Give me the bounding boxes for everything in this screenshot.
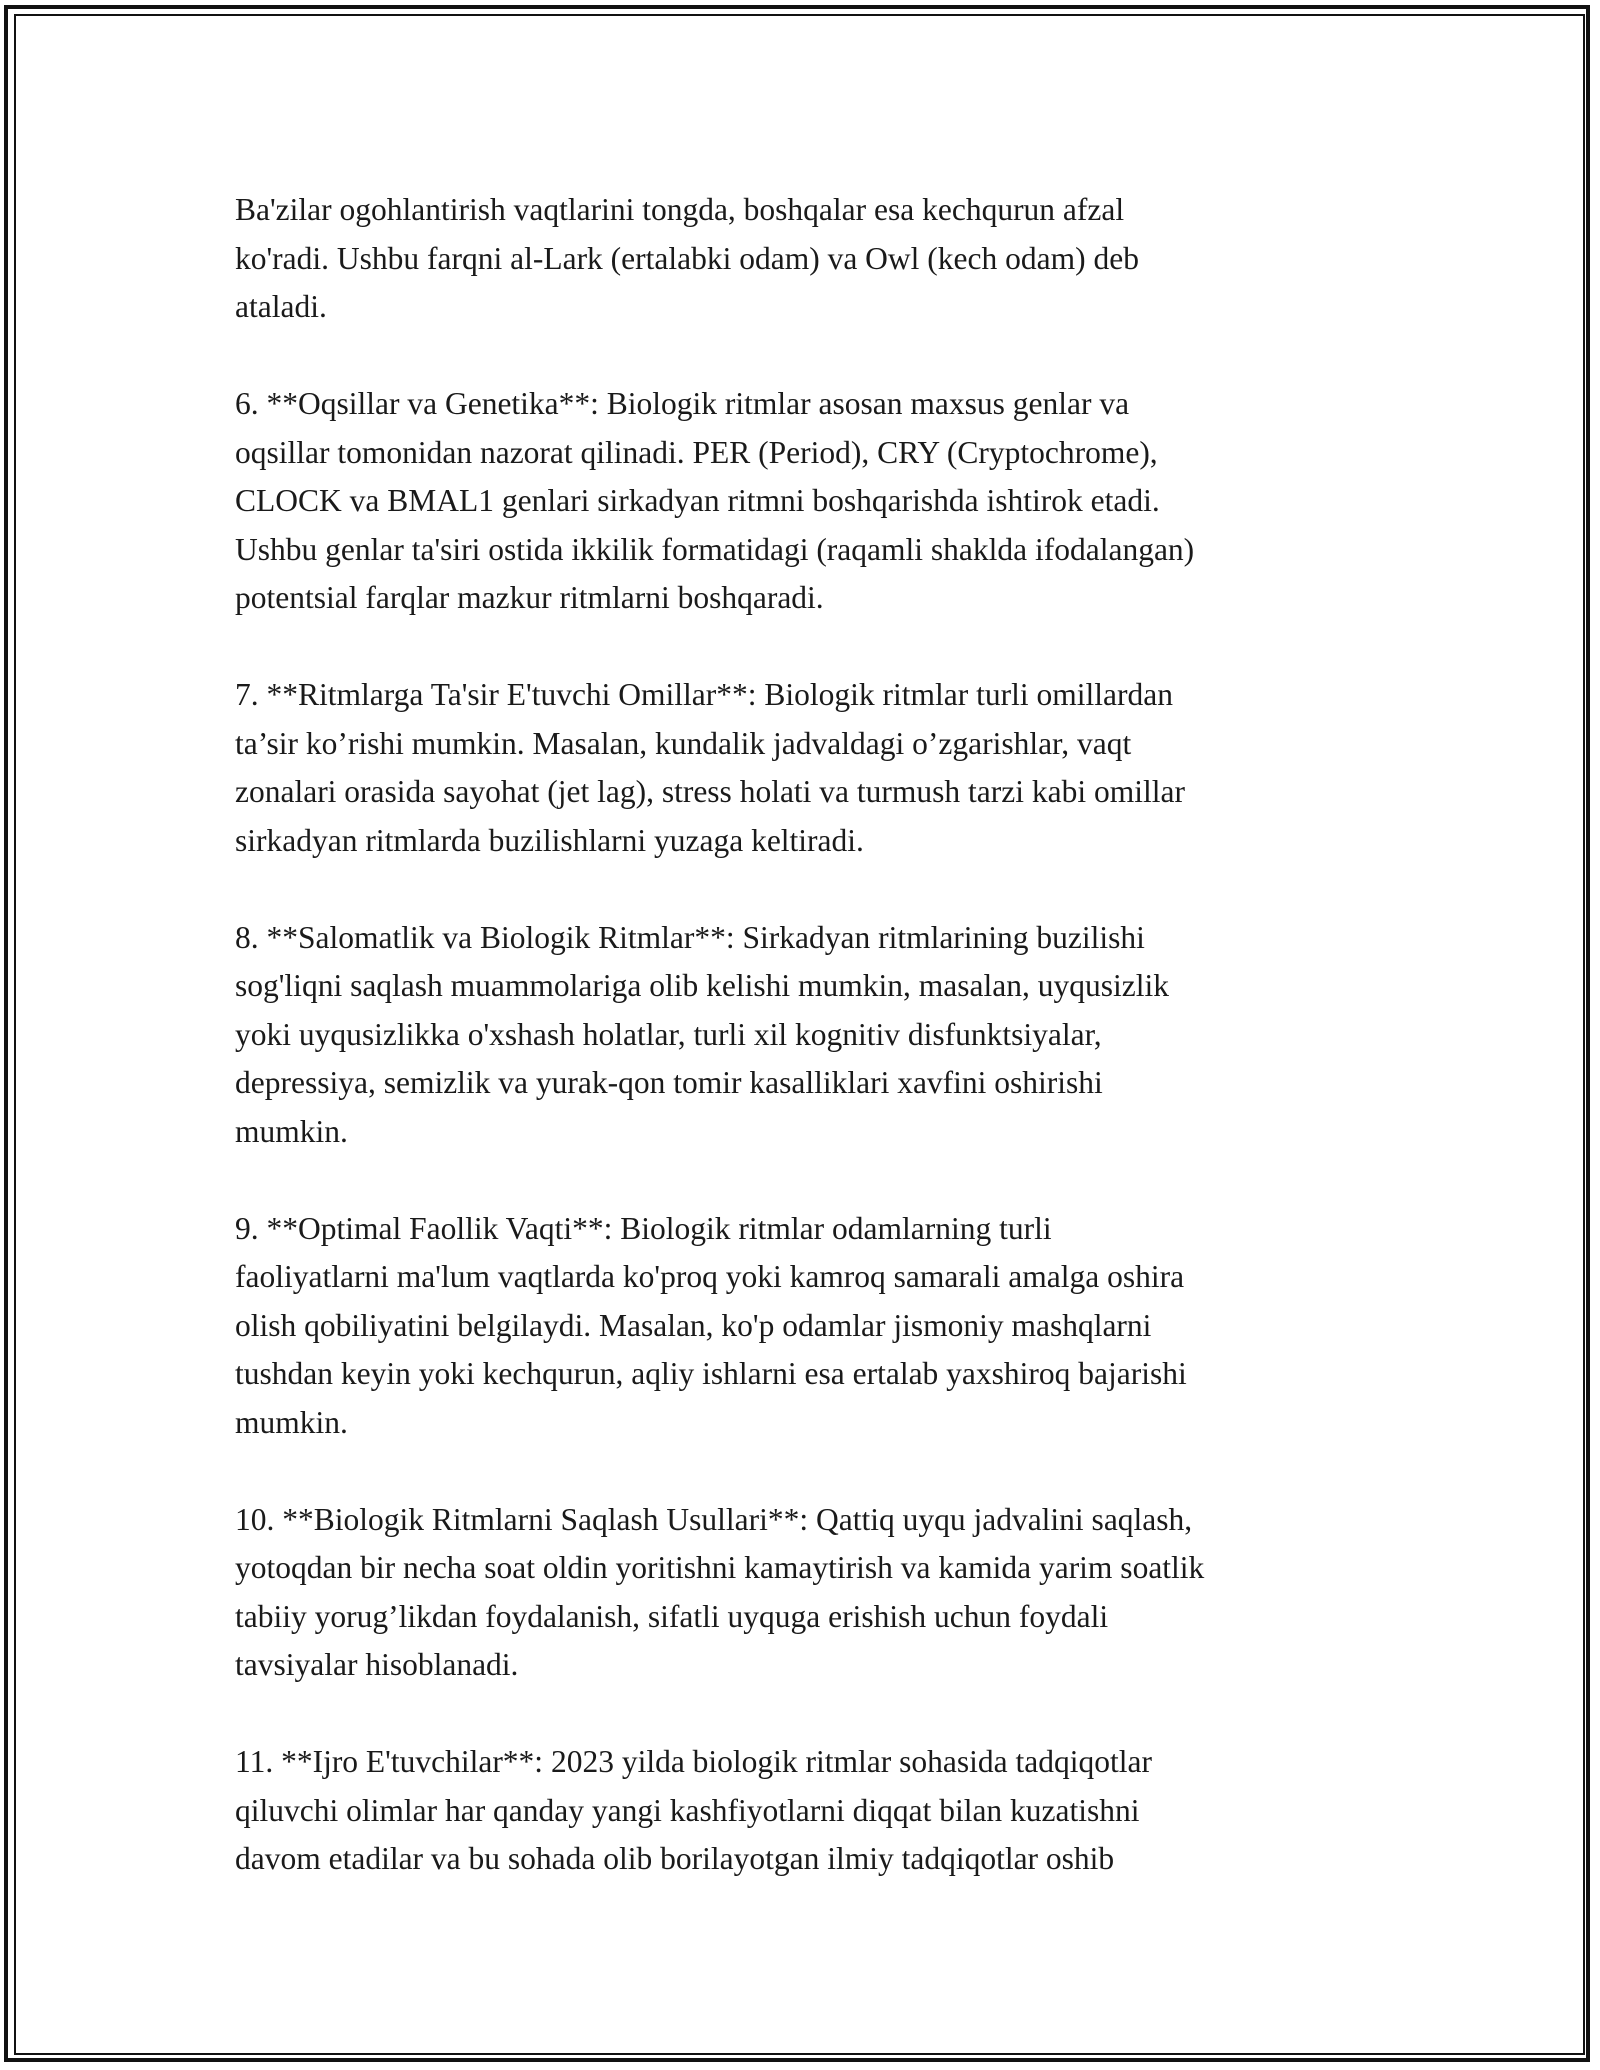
text-line: zonalari orasida sayohat (jet lag), stress holati va turmush tarzi kabi omillar: [235, 774, 1185, 809]
paragraph-item-6: [235, 380, 1385, 623]
text-line: qiluvchi olimlar har qanday yangi kashfiyotlarni diqqat bilan kuzatishni: [235, 1792, 1140, 1828]
paragraph-item-7: [235, 671, 1385, 865]
text-line: yoki uyqusizlikka o'xshash holatlar, turli xil kognitiv disfunktsiyalar,: [235, 1016, 1102, 1052]
text-line: 6. **Oqsillar va Genetika**: Biologik ritmlar asosan maxsus genlar va: [235, 386, 1130, 421]
text-line: ko'radi. Ushbu farqni al-Lark (ertalabki odam) va Owl (kech odam) deb: [235, 240, 1139, 276]
text-line: yotoqdan bir necha soat oldin yoritishni kamaytirish va kamida yarim soatlik: [235, 1550, 1205, 1585]
paragraph-lark-owl: [235, 186, 1385, 332]
text-line: 11. **Ijro E'tuvchilar**: 2023 yilda biologik ritmlar sohasida tadqiqotlar: [235, 1744, 1152, 1779]
text-line: 9. **Optimal Faollik Vaqti**: Biologik ritmlar odamlarning turli: [235, 1210, 1052, 1246]
text-line: ataladi.: [235, 289, 327, 324]
paragraph-item-9: [235, 1205, 1385, 1448]
text-line: mumkin.: [235, 1404, 348, 1440]
text-line: olish qobiliyatini belgilaydi. Masalan, ko'p odamlar jismoniy mashqlarni: [235, 1307, 1152, 1343]
text-line: Ushbu genlar ta'siri ostida ikkilik formatidagi (raqamli shaklda ifodalangan): [235, 531, 1195, 567]
text-line: tushdan keyin yoki kechqurun, aqliy ishlarni esa ertalab yaxshiroq bajarishi: [235, 1356, 1187, 1391]
text-line: CLOCK va BMAL1 genlari sirkadyan ritmni boshqarishda ishtirok etadi.: [235, 483, 1160, 518]
text-line: 10. **Biologik Ritmlarni Saqlash Usullari**: Qattiq uyqu jadvalini saqlash,: [235, 1501, 1193, 1537]
text-line: 7. **Ritmlarga Ta'sir E'tuvchi Omillar**: Biologik ritmlar turli omillardan: [235, 677, 1173, 712]
text-line: sirkadyan ritmlarda buzilishlarni yuzaga keltiradi.: [235, 822, 864, 858]
text-line: tavsiyalar hisoblanadi.: [235, 1647, 519, 1682]
text-line: Ba'zilar ogohlantirish vaqtlarini tongda, boshqalar esa kechqurun afzal: [235, 192, 1125, 227]
paragraph-item-10: [235, 1496, 1385, 1690]
text-line: faoliyatlarni ma'lum vaqtlarda ko'proq yoki kamroq samarali amalga oshira: [235, 1259, 1185, 1294]
text-line: davom etadilar va bu sohada olib borilayotgan ilmiy tadqiqotlar oshib: [235, 1841, 1115, 1876]
text-line: mumkin.: [235, 1113, 348, 1149]
text-line: sog'liqni saqlash muammolariga olib kelishi mumkin, masalan, uyqusizlik: [235, 968, 1169, 1003]
paragraph-item-8: [235, 914, 1385, 1157]
text-line: depressiya, semizlik va yurak-qon tomir kasalliklari xavfini oshirishi: [235, 1065, 1103, 1100]
document-body: [235, 186, 1385, 1932]
text-line: 8. **Salomatlik va Biologik Ritmlar**: Sirkadyan ritmlarining buzilishi: [235, 919, 1145, 955]
paragraph-item-11: [235, 1738, 1385, 1884]
text-line: potentsial farqlar mazkur ritmlarni boshqaradi.: [235, 580, 824, 615]
text-line: ta’sir ko’rishi mumkin. Masalan, kundalik jadvaldagi o’zgarishlar, vaqt: [235, 725, 1132, 761]
text-line: tabiiy yorug’likdan foydalanish, sifatli uyquga erishish uchun foydali: [235, 1598, 1109, 1634]
text-line: oqsillar tomonidan nazorat qilinadi. PER (Period), CRY (Cryptochrome),: [235, 434, 1158, 470]
